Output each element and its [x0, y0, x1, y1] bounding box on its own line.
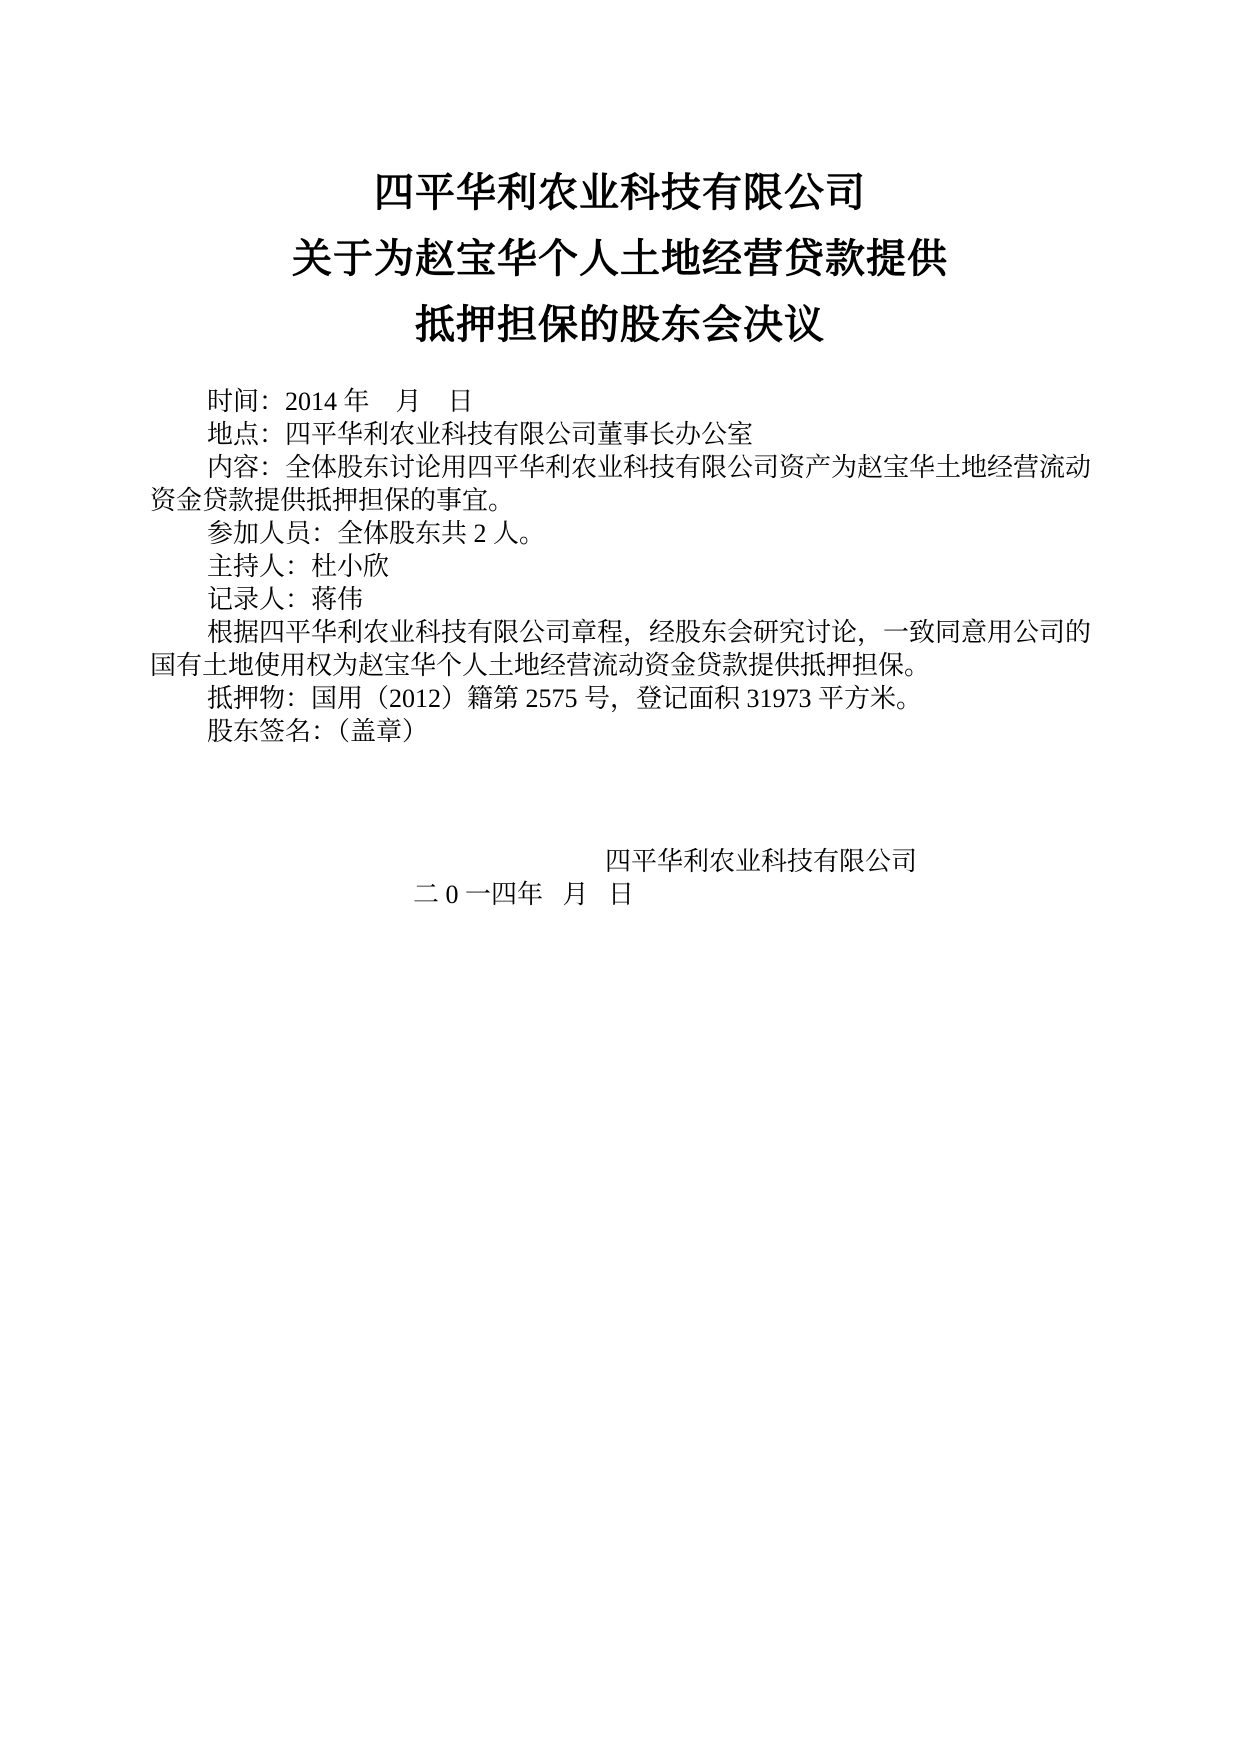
meeting-host: 主持人：杜小欣: [207, 552, 390, 581]
collateral-text: 抵押物：国用（2012）籍第 2575 号，登记面积 31973 平方米。: [207, 684, 923, 713]
meeting-time: 时间：2014 年 月 日: [207, 387, 474, 416]
meeting-location: 地点：四平华利农业科技有限公司董事长办公室: [207, 420, 754, 449]
signature-date: 二 0 一四年 月 日: [413, 880, 635, 909]
meeting-attendees: 参加人员：全体股东共 2 人。: [207, 519, 546, 548]
meeting-content: 内容：全体股东讨论用四平华利农业科技有限公司资产为赵宝华土地经营流动资金贷款提供抵押担保的事宜。: [150, 453, 1092, 515]
resolution-text: 根据四平华利农业科技有限公司章程，经股东会研究讨论，一致同意用公司的国有土地使用权为赵宝华个人土地经营流动资金贷款提供抵押担保。: [150, 618, 1092, 680]
title-line-subject: 关于为赵宝华个人土地经营贷款提供: [292, 236, 948, 282]
document-body: [150, 385, 1096, 748]
shareholder-signature: 股东签名：（盖章）: [207, 717, 429, 746]
document-title: [0, 160, 1240, 358]
signature-company: 四平华利农业科技有限公司: [605, 847, 918, 876]
title-line-company: 四平华利农业科技有限公司: [374, 170, 866, 216]
title-line-resolution: 抵押担保的股东会决议: [415, 302, 825, 348]
meeting-recorder: 记录人：蒋伟: [207, 585, 364, 614]
